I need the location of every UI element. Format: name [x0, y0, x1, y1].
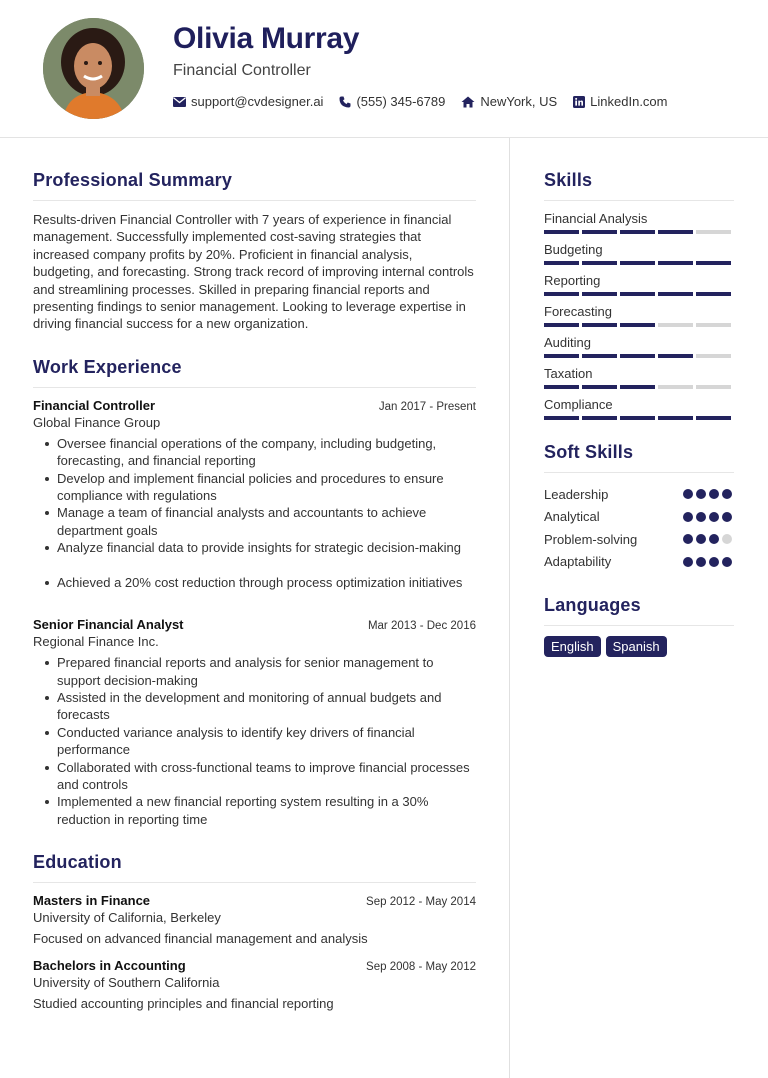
skill-level-segment	[544, 416, 579, 420]
skill-level-bar	[544, 261, 734, 265]
skill-level-segment	[620, 292, 655, 296]
rating-dot	[709, 512, 719, 522]
skill-name: Financial Analysis	[544, 211, 648, 226]
soft-skill-rating	[683, 512, 734, 522]
language-badges	[544, 636, 734, 657]
job-date: Mar 2013 - Dec 2016	[367, 620, 476, 633]
skill-name: Auditing	[544, 335, 591, 350]
skill-level-segment	[620, 261, 655, 265]
education-date: Sep 2008 - May 2012	[366, 961, 476, 974]
rating-dot	[709, 534, 719, 544]
contact-email[interactable]	[173, 94, 323, 109]
school-name: University of California, Berkeley	[33, 910, 221, 926]
list-item: Analyze financial data to provide insights for strategic decision-making	[33, 539, 476, 556]
candidate-name: Olivia Murray	[173, 22, 360, 55]
list-item: Prepared financial reports and analysis for senior management to support decision-making	[33, 654, 476, 689]
soft-skill-row	[544, 483, 734, 506]
summary-heading: Professional Summary	[33, 170, 476, 201]
job-entry	[33, 617, 476, 828]
rating-dot	[722, 512, 732, 522]
rating-dot	[696, 534, 706, 544]
skill-name: Forecasting	[544, 304, 612, 319]
skill-level-bar	[544, 323, 734, 327]
contact-linkedin-text: LinkedIn.com	[590, 94, 668, 109]
skill-level-segment	[658, 416, 693, 420]
job-bullets	[33, 654, 476, 828]
linkedin-icon	[573, 96, 585, 108]
phone-icon	[339, 96, 351, 108]
summary-text: Results-driven Financial Controller with 7 years of experience in financial management. Successfully implemented cost-saving strategies that increased company profits by 20%. Proficient in financial analysis, budgeting, and forecasting. Strong track record of improving internal controls and streamlining processes. Skilled in preparing financial reports and presenting findings to senior management. Looking to leverage expertise in driving financial success for a new organization.	[33, 212, 474, 332]
rating-dot	[722, 557, 732, 567]
job-title: Senior Financial Analyst	[33, 617, 184, 633]
education-entry	[33, 893, 476, 946]
skill-level-segment	[582, 323, 617, 327]
rating-dot	[683, 534, 693, 544]
skill-level-segment	[544, 385, 579, 389]
skill-level-segment	[544, 230, 579, 234]
contact-linkedin[interactable]	[573, 94, 667, 109]
contact-phone[interactable]	[339, 94, 445, 109]
education-date: Sep 2012 - May 2014	[366, 896, 476, 909]
job-company: Global Finance Group	[33, 414, 161, 430]
skill-level-bar	[544, 385, 734, 389]
skill-level-segment	[544, 292, 579, 296]
skill-name: Taxation	[544, 366, 593, 381]
skill-level-segment	[544, 261, 579, 265]
degree-title: Masters in Finance	[33, 893, 151, 909]
rating-dot	[696, 557, 706, 567]
skill-level-bar	[544, 292, 734, 296]
skill-level-segment	[696, 261, 731, 265]
soft-skill-rating	[683, 489, 734, 499]
skill-level-segment	[620, 230, 655, 234]
skill-level-segment	[696, 385, 731, 389]
side-column	[544, 170, 734, 657]
skill-level-segment	[582, 354, 617, 358]
skill-level-segment	[658, 292, 693, 296]
skill-level-segment	[544, 354, 579, 358]
skill-level-segment	[658, 323, 693, 327]
skill-level-segment	[620, 323, 655, 327]
skill-level-segment	[620, 385, 655, 389]
education-description: Studied accounting principles and financial reporting	[33, 996, 334, 1012]
list-item: Develop and implement financial policies and procedures to ensure compliance with regulations	[33, 470, 476, 505]
education-heading: Education	[33, 852, 476, 883]
soft-skill-row	[544, 551, 734, 574]
degree-title: Bachelors in Accounting	[33, 958, 186, 974]
rating-dot	[683, 557, 693, 567]
contact-phone-text: (555) 345-6789	[356, 94, 446, 109]
experience-heading: Work Experience	[33, 357, 476, 388]
job-company: Regional Finance Inc.	[33, 634, 159, 650]
rating-dot	[722, 534, 732, 544]
skill-level-segment	[658, 230, 693, 234]
soft-skill-name: Adaptability	[544, 554, 612, 570]
skill-name: Reporting	[544, 273, 601, 288]
main-column	[33, 170, 476, 1011]
skill-level-segment	[658, 261, 693, 265]
rating-dot	[683, 512, 693, 522]
skill-level-segment	[544, 323, 579, 327]
skill-name: Compliance	[544, 397, 613, 412]
skill-level-segment	[582, 261, 617, 265]
rating-dot	[696, 489, 706, 499]
soft-skill-row	[544, 506, 734, 529]
list-item: Implemented a new financial reporting system resulting in a 30% reduction in reporting time	[33, 793, 476, 828]
soft-skill-rating	[683, 534, 734, 544]
skill-level-segment	[582, 230, 617, 234]
soft-skill-name: Leadership	[544, 486, 609, 502]
school-name: University of Southern California	[33, 975, 220, 991]
job-entry	[33, 398, 476, 591]
rating-dot	[709, 489, 719, 499]
list-item: Assisted in the development and monitoring of annual budgets and forecasts	[33, 689, 476, 724]
job-title: Financial Controller	[33, 397, 156, 413]
languages-heading: Languages	[544, 595, 734, 626]
skills-heading: Skills	[544, 170, 734, 201]
education-description: Focused on advanced financial management and analysis	[33, 931, 368, 947]
soft-skills-heading: Soft Skills	[544, 442, 734, 473]
skill-level-segment	[658, 354, 693, 358]
skill-level-segment	[696, 416, 731, 420]
job-bullets	[33, 435, 476, 591]
skill-level-segment	[658, 385, 693, 389]
skill-level-segment	[696, 292, 731, 296]
skill-level-segment	[696, 323, 731, 327]
skill-level-segment	[582, 385, 617, 389]
rating-dot	[722, 489, 732, 499]
profile-photo	[43, 18, 144, 119]
skill-level-segment	[620, 416, 655, 420]
skill-level-bar	[544, 230, 734, 234]
soft-skill-rating	[683, 557, 734, 567]
contact-list	[173, 94, 684, 109]
contact-location[interactable]	[461, 94, 557, 109]
rating-dot	[683, 489, 693, 499]
skill-name: Budgeting	[544, 242, 603, 257]
education-entry	[33, 958, 476, 1011]
candidate-title: Financial Controller	[173, 62, 311, 79]
soft-skill-name: Analytical	[544, 509, 600, 525]
rating-dot	[696, 512, 706, 522]
skill-level-segment	[696, 230, 731, 234]
soft-skill-name: Problem-solving	[544, 531, 638, 547]
list-item: Achieved a 20% cost reduction through process optimization initiatives	[33, 574, 476, 591]
language-badge: Spanish	[606, 636, 667, 657]
skill-level-segment	[582, 416, 617, 420]
soft-skill-row	[544, 528, 734, 551]
soft-skills-list	[544, 483, 734, 573]
column-divider	[509, 138, 510, 1078]
skill-level-bar	[544, 354, 734, 358]
skill-level-segment	[582, 292, 617, 296]
resume-header	[0, 0, 768, 138]
list-item: Manage a team of financial analysts and accountants to achieve department goals	[33, 504, 476, 539]
skills-list	[544, 211, 734, 420]
language-badge: English	[544, 636, 601, 657]
list-item: Conducted variance analysis to identify key drivers of financial performance	[33, 724, 476, 759]
contact-email-text: support@cvdesigner.ai	[191, 94, 324, 109]
skill-level-segment	[696, 354, 731, 358]
rating-dot	[709, 557, 719, 567]
list-item: Collaborated with cross-functional teams to improve financial processes and controls	[33, 759, 476, 794]
skill-level-segment	[620, 354, 655, 358]
job-date: Jan 2017 - Present	[378, 400, 476, 413]
home-icon	[461, 96, 475, 108]
skill-level-bar	[544, 416, 734, 420]
envelope-icon	[173, 97, 186, 107]
contact-location-text: NewYork, US	[480, 94, 558, 109]
list-item: Oversee financial operations of the company, including budgeting, forecasting, and financial reporting	[33, 435, 476, 470]
